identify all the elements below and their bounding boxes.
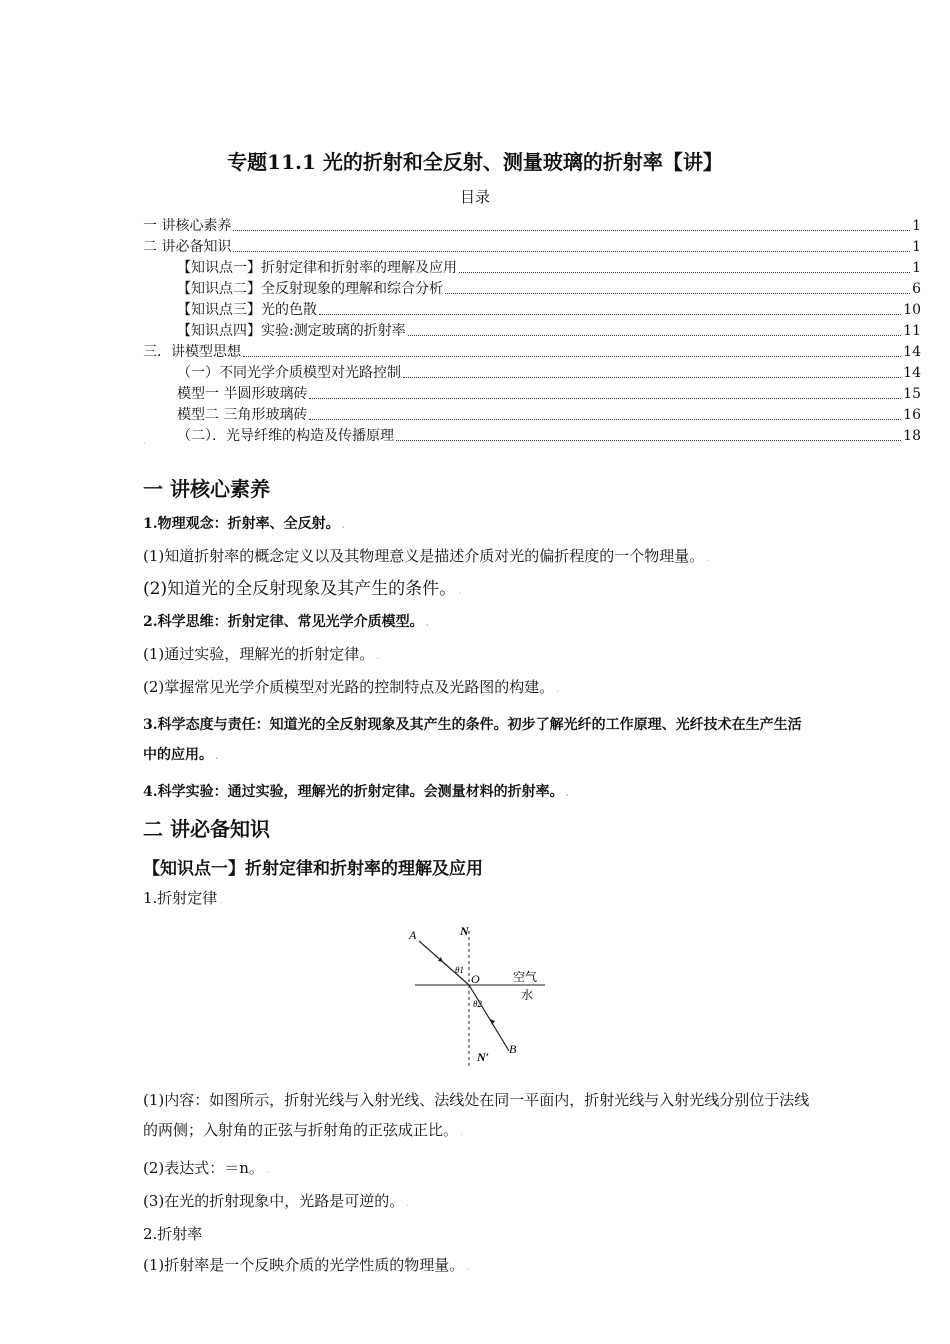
label-n-prime: N′ — [477, 1050, 490, 1064]
section-heading-core-literacy: 一 讲核心素养 — [143, 477, 270, 501]
toc-leader-dots — [459, 272, 910, 273]
toc-entry-label: 模型二 三角形玻璃砖 — [177, 407, 308, 423]
paragraph: 1.折射定律 . — [143, 889, 223, 907]
toc-entry-page: 6 — [912, 281, 921, 297]
toc-entry[interactable] — [143, 237, 921, 258]
toc-entry-label: 二 讲必备知识 — [143, 239, 232, 255]
paragraph: 2.折射率 — [143, 1225, 203, 1243]
toc-entry-label: 三．讲模型思想 — [143, 344, 241, 360]
label-water: 水 — [521, 988, 534, 1002]
toc-heading: 目录 — [459, 188, 490, 206]
toc-leader-dots — [243, 356, 901, 357]
toc-leader-dots — [233, 230, 910, 231]
label-air: 空气 — [513, 970, 538, 984]
paragraph: (1)内容：如图所示，折射光线与入射光线、法线处在同一平面内，折射光线与入射光线分别位于法线的两侧；入射角的正弦与折射角的正弦成正比。 . — [143, 1091, 810, 1139]
subsection-heading: 【知识点一】折射定律和折射率的理解及应用 — [143, 859, 483, 879]
toc-entry-page: 14 — [903, 365, 921, 381]
refracted-ray — [469, 985, 509, 1051]
paragraph: (1)折射率是一个反映介质的光学性质的物理量。 . — [143, 1256, 470, 1274]
toc-entry-label: 【知识点四】实验:测定玻璃的折射率 — [177, 323, 406, 339]
toc-entry-label: 一 讲核心素养 — [143, 218, 232, 234]
toc-entry-label: 【知识点二】全反射现象的理解和综合分析 — [177, 281, 443, 297]
toc-leader-dots — [309, 419, 901, 420]
label-a: A — [409, 928, 417, 942]
document-body — [143, 474, 813, 1288]
paragraph: (1)通过实验，理解光的折射定律。 . — [143, 645, 380, 663]
toc-leader-dots — [445, 293, 910, 294]
toc-entry[interactable] — [143, 363, 921, 384]
page-title: 专题11.1 光的折射和全反射、测量玻璃的折射率【讲】 — [227, 150, 723, 174]
toc-leader-dots — [233, 251, 910, 252]
label-o: O — [471, 972, 480, 986]
toc-entry-page: 18 — [903, 428, 921, 444]
paragraph: (2)表达式：＝n。 . — [143, 1159, 270, 1177]
toc-entry[interactable] — [143, 342, 921, 363]
toc-leader-dots — [408, 335, 901, 336]
toc-entry[interactable] — [143, 405, 921, 426]
incident-ray — [419, 941, 469, 985]
toc-entry-page: 10 — [903, 302, 921, 318]
paragraph-mark: . — [143, 436, 147, 447]
toc-entry[interactable] — [143, 384, 921, 405]
toc-entry[interactable] — [143, 279, 921, 300]
toc-leader-dots — [319, 314, 901, 315]
paragraph: (2)知道光的全反射现象及其产生的条件。 . — [143, 579, 462, 599]
toc-entry-label: （二）．光导纤维的构造及传播原理 — [177, 428, 394, 444]
label-b: B — [509, 1042, 517, 1056]
toc-entry-label: 【知识点一】折射定律和折射率的理解及应用 — [177, 260, 457, 276]
toc-entry-page: 1 — [912, 218, 921, 234]
toc-entry-label: 模型一 半圆形玻璃砖 — [177, 386, 308, 402]
toc-entry-page: 16 — [903, 407, 921, 423]
toc-entry-page: 15 — [903, 386, 921, 402]
paragraph: 4.科学实验：通过实验，理解光的折射定律。会测量材料的折射率。 . — [143, 784, 570, 800]
toc-entry-page: 14 — [903, 344, 921, 360]
toc-entry-page: 11 — [903, 323, 921, 339]
label-theta1: θ1 — [455, 965, 464, 975]
paragraph: 3.科学态度与责任：知道光的全反射现象及其产生的条件。初步了解光纤的工作原理、光纤技术在生产生活中的应用。 . — [143, 717, 802, 763]
label-theta2: θ2 — [473, 999, 482, 1009]
toc-leader-dots — [396, 440, 901, 441]
paragraph: (3)在光的折射现象中，光路是可逆的。 . — [143, 1192, 410, 1210]
refraction-diagram — [143, 921, 813, 1071]
label-n: N — [460, 924, 469, 938]
paragraph: 2.科学思维：折射定律、常见光学介质模型。 . — [143, 614, 430, 630]
toc-entry[interactable] — [143, 321, 921, 342]
toc-entry[interactable] — [143, 426, 921, 447]
toc-entry[interactable] — [143, 258, 921, 279]
table-of-contents — [143, 216, 921, 447]
toc-leader-dots — [309, 398, 901, 399]
toc-entry-page: 1 — [912, 239, 921, 255]
paragraph: (1)知道折射率的概念定义以及其物理意义是描述介质对光的偏折程度的一个物理量。 . — [143, 547, 710, 565]
section-heading-essential-knowledge: 二 讲必备知识 — [143, 817, 270, 841]
toc-entry[interactable] — [143, 300, 921, 321]
refraction-diagram-svg — [405, 921, 555, 1069]
paragraph: (2)掌握常见光学介质模型对光路的控制特点及光路图的构建。 . — [143, 678, 560, 696]
toc-leader-dots — [403, 377, 901, 378]
toc-entry-label: 【知识点三】光的色散 — [177, 302, 317, 318]
paragraph: 1.物理观念：折射率、全反射。 . — [143, 516, 346, 532]
toc-entry-page: 1 — [912, 260, 921, 276]
toc-entry[interactable] — [143, 216, 921, 237]
toc-entry-label: （一）不同光学介质模型对光路控制 — [177, 365, 401, 381]
